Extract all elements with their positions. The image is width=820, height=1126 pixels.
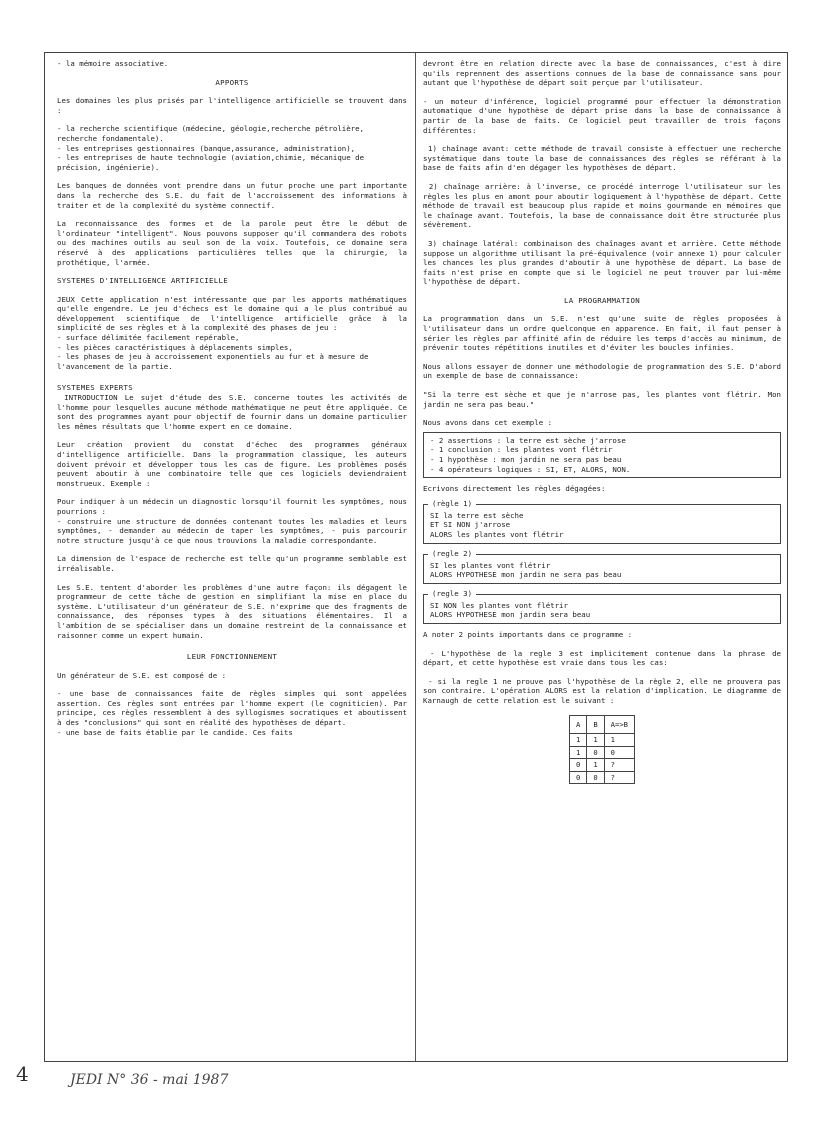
table-cell: ? bbox=[604, 771, 634, 784]
quote-paragraph: "Si la terre est sèche et que je n'arrose pas, les plantes vont flétrir. Mon jardin ne sera pas beau." bbox=[423, 390, 786, 409]
paragraph: - L'hypothèse de la regle 3 est implicitement contenue dans la phrase de départ, et cette hypothèse est vraie dans tous les cas: bbox=[423, 648, 786, 668]
list-item: - les entreprises gestionnaires (banque,assurance, administration), bbox=[57, 143, 356, 153]
list-item: - la recherche scientifique (médecine, géologie,recherche pétrolière, recherche fondamentale). bbox=[57, 124, 369, 143]
table-cell: 0 bbox=[570, 771, 587, 784]
column-divider bbox=[415, 53, 416, 1061]
list-item: - les entreprises de haute technologie (aviation,chimie, mécanique de précision, ingénierie). bbox=[57, 153, 369, 172]
example-line: - 1 hypothèse : mon jardin ne sera pas beau bbox=[430, 455, 622, 464]
right-column bbox=[423, 59, 786, 784]
rule-1-box bbox=[423, 498, 781, 544]
rule-title: (règle 1) bbox=[428, 499, 476, 509]
table-row bbox=[570, 734, 635, 747]
table-cell: 1 bbox=[587, 759, 604, 772]
table-row bbox=[570, 771, 635, 784]
table-cell: 1 bbox=[587, 734, 604, 747]
section-title-se: SYSTEMES EXPERTS bbox=[57, 383, 133, 393]
karnaugh-table bbox=[569, 715, 635, 785]
paragraph: La programmation dans un S.E. n'est qu'une suite de règles proposées à l'utilisateur dans un ordre quelconque en apparence. En fait, il faut penser à sérier les règles par affinité afin de réduire les temps d'accès au minimum, de prévenir toutes répétitions inutiles et d'éviter les boucles infinies. bbox=[423, 314, 786, 353]
paragraph: A noter 2 points importants dans ce programme : bbox=[423, 629, 633, 639]
paragraph: Ecrivons directement les règles dégagées: bbox=[423, 484, 606, 494]
rule-line: ALORS HYPOTHESE mon jardin ne sera pas beau bbox=[430, 570, 622, 580]
table-cell: 1 bbox=[570, 734, 587, 747]
paragraph: - si la regle 1 ne prouve pas l'hypothèse de la règle 2, elle ne prouvera pas son contraire. L'opération ALORS est la relation d'implication. Le diagramme de Karnaugh de cette relation est le suivant : bbox=[423, 676, 786, 705]
table-row bbox=[570, 746, 635, 759]
section-title-programmation: LA PROGRAMMATION bbox=[564, 295, 640, 305]
table-cell: ? bbox=[604, 759, 634, 772]
example-line: - 1 conclusion : les plantes vont flétrir bbox=[430, 445, 613, 455]
table-header: B bbox=[587, 715, 604, 734]
paragraph: La dimension de l'espace de recherche est telle qu'un programme semblable est irréalisable. bbox=[57, 554, 412, 573]
jeux-list bbox=[57, 333, 407, 371]
paragraph: Les S.E. tentent d'aborder les problèmes d'une autre façon: ils dégagent le programmeur de cette tâche de gestion en simplifiant la mise en place du système. L'utilisateur d'un générateur de S.E. n'exprime que des fragments de connaissance, des réponses types à des situations élémentaires. Il a l'ambition de se spécialiser dans un domaine restreint de la connaissance et raisonner comme un expert humain. bbox=[57, 582, 412, 640]
table-cell: 0 bbox=[604, 746, 634, 759]
paragraph: 1) chaînage avant: cette méthode de travail consiste à effectuer une recherche systématique dans toute la base de connaissances des règles se référant à la base de faits afin d'en dégager les hypothèses de départ. bbox=[423, 144, 786, 173]
rule-title: (regle 2) bbox=[428, 549, 476, 559]
list-item: - surface délimitée facilement repérable, bbox=[57, 333, 240, 343]
table-header-row bbox=[570, 715, 635, 734]
example-line: - 4 opérateurs logiques : SI, ET, ALORS, NON. bbox=[430, 464, 631, 474]
table-cell: 0 bbox=[570, 759, 587, 772]
example-box bbox=[423, 432, 781, 478]
paragraph: Nous avons dans cet exemple : bbox=[423, 418, 553, 428]
section-title-apports: APPORTS bbox=[215, 77, 249, 87]
example-line: - 2 assertions : la terre est sèche j'arrose bbox=[430, 435, 626, 445]
paragraph: Les banques de données vont prendre dans un futur proche une part importante dans la recherche des S.E. du fait de l'accroissement des informations à traiter et de la complexité du système connectif. bbox=[57, 181, 412, 210]
domains-list bbox=[57, 124, 407, 172]
paragraph: La reconnaissance des formes et de la parole peut être le début de l'ordinateur "intelligent". Nous pouvons supposer qu'il commandera des robots ou des machines outils au seul son de la voix. Toutefois, ce domaine sera réservé à des applications particulières telles que la chirurgie, la prothétique, l'armée. bbox=[57, 219, 412, 267]
page-number: 4 bbox=[16, 1062, 29, 1086]
handwritten-source-note: JEDI N° 36 - mai 1987 bbox=[70, 1072, 229, 1088]
table-row bbox=[570, 759, 635, 772]
paragraph: Leur création provient du constat d'échec des programmes généraux d'intelligence artificielle. Dans la programmation classique, les auteurs doivent prévoir et développer tous les cas de figure. Les problèmes posés peuvent aboutir à une combinatoire telle que ces logiciels deviendraient monstrueux. Exemple : bbox=[57, 440, 412, 488]
list-item: - les pièces caractéristiques à déplacements simples, bbox=[57, 342, 293, 352]
table-cell: 0 bbox=[587, 771, 604, 784]
paragraph: devront être en relation directe avec la base de connaissances, c'est à dire qu'ils reprennent des assertions connues de la base de connaissance sans pour autant que l'hypothèse de départ soit perçue par l'utilisateur. bbox=[423, 59, 786, 88]
article-page bbox=[44, 52, 788, 1062]
paragraph: 3) chaînage latéral: combinaison des chaînages avant et arrière. Cette méthode suppose un algorithme utilisant la pré-équivalence (voir annexe 1) pour calculer les chances les plus grandes d'aboutir à une hypothèse de départ. La base de faits n'est prise en compte que si le logiciel ne peut trouver par lui-même l'hypothèse de départ. bbox=[423, 238, 786, 287]
paragraph: Nous allons essayer de donner une méthodologie de programmation des S.E. D'abord un exemple de base de connaissance: bbox=[423, 361, 786, 381]
rule-line: ET SI NON j'arrose bbox=[430, 520, 511, 530]
rule-3-box bbox=[423, 588, 781, 624]
list-item: - les phases de jeu à accroissement exponentiels au fur et à mesure de l'avancement de la partie. bbox=[57, 352, 373, 371]
left-column bbox=[57, 59, 412, 746]
intro-line: - la mémoire associative. bbox=[57, 59, 169, 68]
paragraph: Les domaines les plus prisés par l'intelligence artificielle se trouvent dans : bbox=[57, 96, 412, 115]
rule-2-box bbox=[423, 548, 781, 584]
table-header: A bbox=[570, 715, 587, 734]
paragraph: - une base de connaissances faite de règles simples qui sont appelées assertion. Ces règles sont entrées par l'homme expert (le cogniticien). Par principe, ces règles ressemblent à des syllogismes socratiques et aboutissent à des "conclusions" qui sont en réalité des hypothèses de départ. - une base de faits établie par le candide. Ces faits bbox=[57, 689, 407, 737]
paragraph: - un moteur d'inférence, logiciel programmé pour effectuer la démonstration automatique d'une hypothèse de départ prise dans la base de connaissance à partir de la base de faits. Ce logiciel peut travailler de trois façons différentes: bbox=[423, 96, 786, 135]
table-cell: 1 bbox=[604, 734, 634, 747]
section-title-fonctionnement: LEUR FONCTIONNEMENT bbox=[186, 652, 278, 662]
paragraph: 2) chaînage arrière: à l'inverse, ce procédé interroge l'utilisateur sur les règles les plus en amont pour aboutir logiquement à l'hypothèse de départ. Cette méthode de travail est beaucoup plus rapide et moins gourmande en mémoires que le chaînage avant. Toutefois, la base de connaissance doit être structurée plus sévèrement. bbox=[423, 181, 786, 230]
paragraph: Pour indiquer à un médecin un diagnostic lorsqu'il fournit les symptômes, nous pourrions : - construire une structure de données contenant toutes les maladies et leurs symptômes, - demander au médecin de taper les symptômes, - puis parcourir notre structure jusqu'à ce que nous trouvions la maladie correspondante. bbox=[57, 497, 407, 545]
rule-title: (regle 3) bbox=[428, 589, 476, 599]
paragraph: JEUX Cette application n'est intéressante que par les apports mathématiques qu'elle engendre. Le jeu d'échecs est le domaine qui a le plus contribué au développement scientifique de l'intelligence artificielle grâce à la simplicité de ses règles et à la complexité des phases de jeu : bbox=[57, 294, 412, 333]
table-cell: 1 bbox=[570, 746, 587, 759]
rule-line: ALORS les plantes vont flétrir bbox=[430, 529, 564, 539]
rule-line: SI NON les plantes vont flétrir bbox=[430, 600, 568, 610]
rule-line: ALORS HYPOTHESE mon jardin sera beau bbox=[430, 610, 591, 620]
rule-line: SI la terre est sèche bbox=[430, 510, 524, 520]
section-title-sia: SYSTEMES D'INTELLIGENCE ARTIFICIELLE bbox=[57, 276, 228, 286]
table-header: A=>B bbox=[604, 715, 634, 734]
table-cell: 0 bbox=[587, 746, 604, 759]
paragraph: INTRODUCTION Le sujet d'étude des S.E. concerne toutes les activités de l'homme pour lesquelles aucune méthode mathématique ne peut être appliquée. Ce sont des programmes ayant pour objectif de fournir dans un domaine particulier les mêmes résultats que l'homme expert en ce domaine. bbox=[57, 393, 412, 431]
paragraph: Un générateur de S.E. est composé de : bbox=[57, 670, 227, 680]
rule-line: SI les plantes vont flétrir bbox=[430, 560, 551, 570]
